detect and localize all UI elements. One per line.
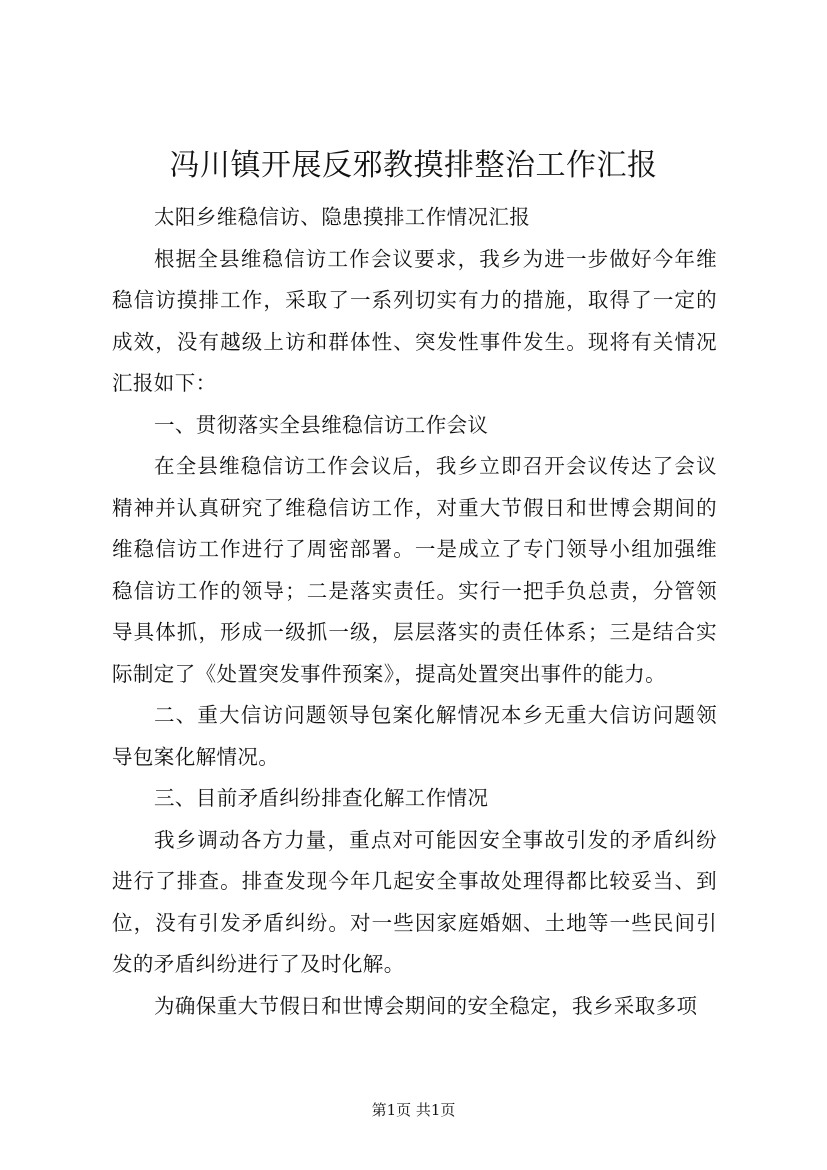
section-heading-3: 三、目前矛盾纠纷排查化解工作情况 [154, 786, 489, 810]
section-heading-1: 一、贯彻落实全县维稳信访工作会议 [154, 412, 489, 437]
document-title: 冯川镇开展反邪教摸排整治工作汇报 [169, 148, 658, 183]
paragraph-section-2: 二、重大信访问题领导包案化解情况本乡无重大信访问题领导包案化解情况。 [112, 703, 717, 769]
paragraph-section-1: 在全县维稳信访工作会议后，我乡立即召开会议传达了会议精神并认真研究了维稳信访工作，对重大节假日和世博会期间的维稳信访工作进行了周密部署。一是成立了专门领导小组加强维稳信访工作的领导；二是落实责任。实行一把手负总责，分管领导具体抓，形成一级抓一级，层层落实的责任体系；三是结合实际制定了《处置突发事件预案》，提高处置突出事件的能力。 [112, 454, 717, 686]
page-footer [0, 1098, 827, 1122]
document-body [112, 197, 717, 1027]
paragraph-section-3: 我乡调动各方力量，重点对可能因安全事故引发的矛盾纠纷进行了排查。排查发现今年几起安全事故处理得都比较妥当、到位，没有引发矛盾纠纷。对一些因家庭婚姻、土地等一些民间引发的矛盾纠纷进行了及时化解。 [112, 827, 717, 976]
paragraph-continuation: 为确保重大节假日和世博会期间的安全稳定，我乡采取多项 [154, 993, 698, 1018]
paragraph-subtitle: 太阳乡维稳信访、隐患摸排工作情况汇报 [154, 205, 531, 229]
paragraph-intro: 根据全县维稳信访工作会议要求，我乡为进一步做好今年维稳信访摸排工作，采取了一系列切实有力的措施，取得了一定的成效，没有越级上访和群体性、突发性事件发生。现将有关情况汇报如下： [112, 246, 717, 395]
page-number-text: 第1页 共1页 [371, 1101, 456, 1119]
